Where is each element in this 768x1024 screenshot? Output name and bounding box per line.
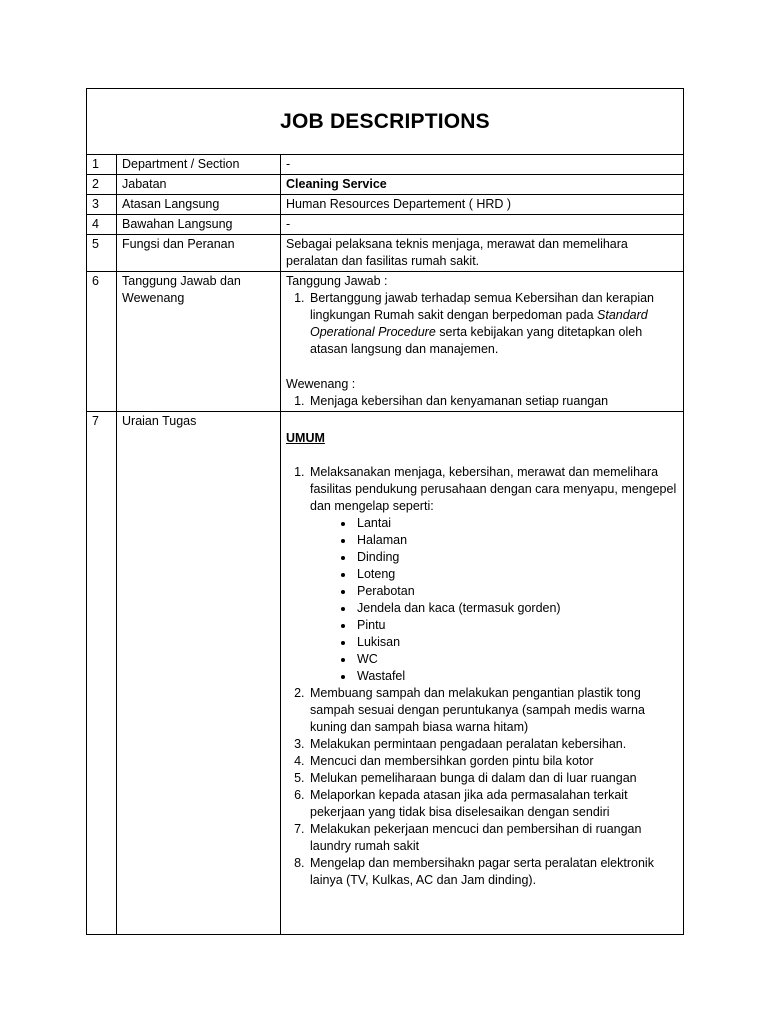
job-description-document [86, 88, 683, 935]
list-item [308, 464, 678, 685]
list-item: 2. Membuang sampah dan melakukan pengantian plastik tong sampah sesuai dengan peruntukanya (sampah medis warna kuning dan sampah biasa warna hitam) [308, 685, 678, 736]
table-row [87, 235, 684, 272]
list-item: • WC [355, 651, 678, 668]
list-item: • Dinding [355, 549, 678, 566]
row-label: Atasan Langsung [117, 195, 281, 215]
authority-list [286, 393, 678, 410]
row-label: Fungsi dan Peranan [117, 235, 281, 272]
bullet-list [310, 515, 678, 685]
list-item: • Lukisan [355, 634, 678, 651]
table-row [87, 215, 684, 235]
row-number: 6 [87, 272, 117, 412]
row-number: 3 [87, 195, 117, 215]
row-number: 7 [87, 412, 117, 935]
list-item: • Pintu [355, 617, 678, 634]
authority-heading: Wewenang : [286, 377, 356, 391]
row-value: Human Resources Departement ( HRD ) [281, 195, 684, 215]
list-item: • Perabotan [355, 583, 678, 600]
row-value: Sebagai pelaksana teknis menjaga, merawat dan memelihara peralatan dan fasilitas rumah sakit. [281, 235, 684, 272]
table-row [87, 195, 684, 215]
table-row-responsibilities [87, 272, 684, 412]
list-item: • Halaman [355, 532, 678, 549]
table-row [87, 155, 684, 175]
document-title: JOB DESCRIPTIONS [87, 89, 684, 155]
list-item: 3. Melakukan permintaan pengadaan peralatan kebersihan. [308, 736, 678, 753]
item-text-italic: Standard Operational Procedure [310, 308, 648, 339]
item-text: Melaksanakan menjaga, kebersihan, merawat dan memelihara fasilitas pendukung perusahaan dengan cara menyapu, mengepel dan mengelap seperti: [310, 465, 677, 513]
list-item: • Wastafel [355, 668, 678, 685]
item-text: serta kebijakan yang ditetapkan oleh atasan langsung dan manajemen. [310, 325, 643, 356]
row-number: 5 [87, 235, 117, 272]
row-label: Tanggung Jawab dan Wewenang [117, 272, 281, 412]
list-item: 6. Melaporkan kepada atasan jika ada permasalahan terkait pekerjaan yang tidak bisa diselesaikan dengan sendiri [308, 787, 678, 821]
row-number: 1 [87, 155, 117, 175]
row-number: 4 [87, 215, 117, 235]
responsibilities-cell [281, 272, 684, 412]
row-value: - [281, 155, 684, 175]
section-heading: UMUM [286, 431, 325, 445]
list-item: 7. Melakukan pekerjaan mencuci dan pembersihan di ruangan laundry rumah sakit [308, 821, 678, 855]
row-number: 2 [87, 175, 117, 195]
list-item [308, 290, 678, 358]
responsibility-heading: Tanggung Jawab : [286, 274, 388, 288]
task-list [286, 464, 678, 889]
list-item: • Loteng [355, 566, 678, 583]
row-value: - [281, 215, 684, 235]
job-description-table [86, 88, 684, 935]
table-row-tasks [87, 412, 684, 935]
row-value: Cleaning Service [281, 175, 684, 195]
list-item: 5. Melukan pemeliharaan bunga di dalam dan di luar ruangan [308, 770, 678, 787]
row-label: Department / Section [117, 155, 281, 175]
list-item: • Jendela dan kaca (termasuk gorden) [355, 600, 678, 617]
row-label: Jabatan [117, 175, 281, 195]
responsibility-list [286, 290, 678, 358]
row-label: Bawahan Langsung [117, 215, 281, 235]
item-text: Bertanggung jawab terhadap semua Kebersihan dan kerapian lingkungan Rumah sakit dengan berpedoman pada [310, 291, 654, 322]
list-item: • Lantai [355, 515, 678, 532]
list-item: 1. Menjaga kebersihan dan kenyamanan setiap ruangan [308, 393, 678, 410]
tasks-cell [281, 412, 684, 935]
title-row [87, 89, 684, 155]
table-row [87, 175, 684, 195]
list-item: 4. Mencuci dan membersihkan gorden pintu bila kotor [308, 753, 678, 770]
list-item: 8. Mengelap dan membersihakn pagar serta peralatan elektronik lainya (TV, Kulkas, AC dan Jam dinding). [308, 855, 678, 889]
row-label: Uraian Tugas [117, 412, 281, 935]
